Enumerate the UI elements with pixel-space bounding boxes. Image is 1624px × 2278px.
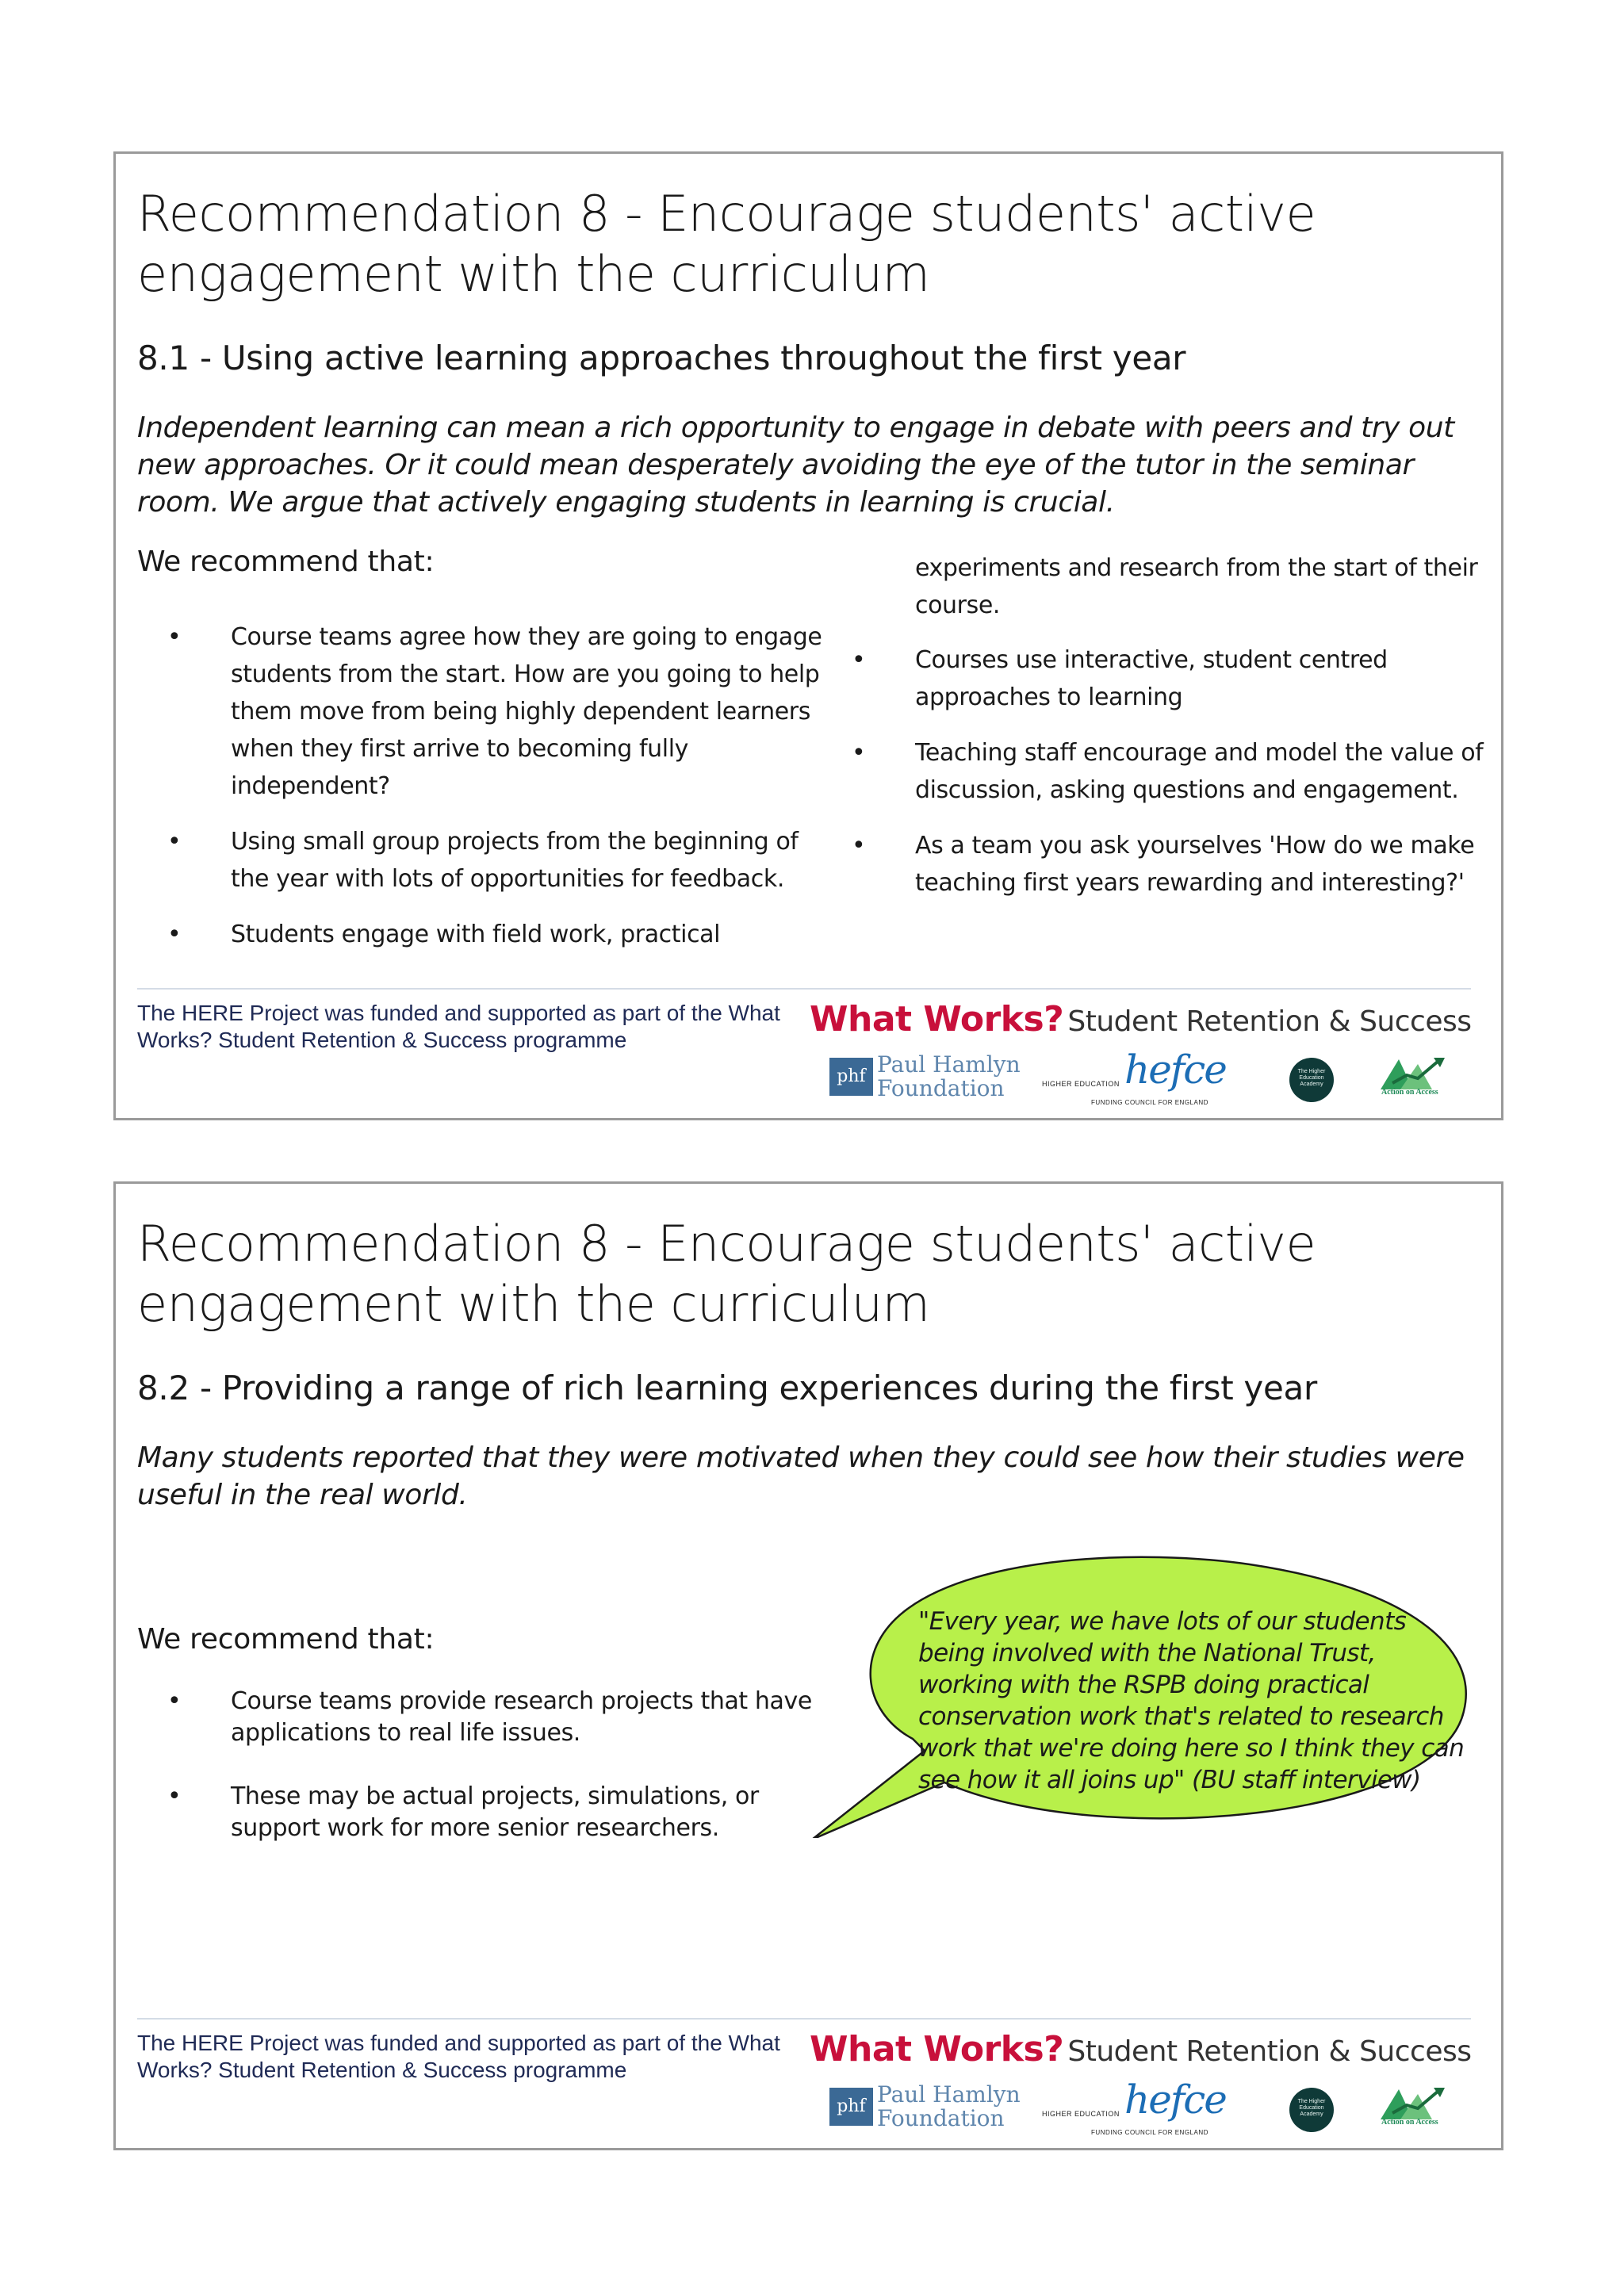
slide-8-2 [113,1181,1503,2150]
hefce-logo-right-text: FUNDING COUNCIL FOR ENGLAND [1091,2129,1208,2136]
bullet-icon: • [167,921,182,948]
hefce-logo-left-text: HIGHER EDUCATION [1042,2110,1120,2118]
bullet-continuation: experiments and research from the start of their course. [915,554,1478,619]
hefce-logo-icon: hefce [1124,1047,1226,1093]
bullet-icon: • [852,739,866,767]
action-on-access-logo-icon [1377,1056,1496,1105]
speech-bubble-quote: "Every year, we have lots of our students being involved with the National Trust, working with the RSPB doing practical conservation work that's related to research work that we're doing here so I think they can see how it all joins up" (BU staff interview) [918,1607,1465,1794]
slide-subtitle: 8.1 - Using active learning approaches throughout the first year [137,339,1186,377]
partner-logos [829,1047,1488,1115]
what-works-logo [810,999,1472,1039]
bullet-icon: • [167,623,182,651]
list-item: • Course teams provide research projects that have applications to real life issues. [167,1687,812,1747]
footer-funding-text: The HERE Project was funded and supported as part of the What Works? Student Retention & Success programme [137,1001,780,1052]
phf-logo-name: Paul Hamlyn Foundation [877,2081,1021,2131]
bullet-icon: • [852,832,866,860]
hea-logo-icon: The Higher Education Academy [1289,1058,1334,1102]
footer-divider [137,988,1471,990]
slide-intro: Many students reported that they were motivated when they could see how their studies were useful in the real world. [137,1441,1465,1511]
recommend-heading: We recommend that: [137,546,435,578]
bullet-icon: • [167,1782,182,1810]
bullet-list-right [822,641,1503,920]
what-works-tagline: Student Retention & Success [1067,2035,1472,2068]
footer-divider [137,2018,1471,2020]
slide-subtitle: 8.2 - Providing a range of rich learning experiences during the first year [137,1369,1317,1407]
list-item: • As a team you ask yourselves 'How do we make teaching first years rewarding and interesting?' [822,827,1503,902]
list-item: • Courses use interactive, student centred approaches to learning [822,641,1503,716]
slide-title: Recommendation 8 - Encourage students' active engagement with the curriculum [137,185,1316,303]
slide-title: Recommendation 8 - Encourage students' active engagement with the curriculum [137,1215,1316,1333]
phf-logo-icon: phf [829,2088,873,2126]
what-works-tagline: Student Retention & Success [1067,1005,1472,1038]
bullet-icon: • [167,1687,182,1715]
list-item: • These may be actual projects, simulations, or support work for more senior researchers. [167,1782,759,1842]
slide-8-1 [113,151,1503,1120]
hea-logo-icon: The Higher Education Academy [1289,2088,1334,2132]
partner-logos [829,2077,1488,2145]
phf-logo-name: Paul Hamlyn Foundation [877,1051,1021,1101]
bullet-icon: • [852,646,866,674]
list-item: • Using small group projects from the beginning of the year with lots of opportunities for feedback. [137,823,835,898]
list-item: • Teaching staff encourage and model the value of discussion, asking questions and engagement. [822,734,1503,809]
hefce-logo-icon: hefce [1124,2077,1226,2123]
recommend-heading: We recommend that: [137,1623,435,1656]
bullet-icon: • [167,828,182,856]
hefce-logo-right-text: FUNDING COUNCIL FOR ENGLAND [1091,1099,1208,1106]
action-on-access-logo-icon [1377,2086,1496,2135]
hefce-logo-left-text: HIGHER EDUCATION [1042,1080,1120,1088]
bullet-list-left [137,618,835,971]
list-item: • Course teams agree how they are going to engage students from the start. How are you going to help them move from being highly dependent learners when they first arrive to becoming fully independent? [137,618,835,805]
what-works-brand: What Works? [810,2029,1064,2069]
footer-funding-text: The HERE Project was funded and supported as part of the What Works? Student Retention & Success programme [137,2031,780,2082]
phf-logo-icon: phf [829,1058,873,1096]
list-item: • Students engage with field work, practical [137,916,835,953]
action-on-access-label: Action on Access [1381,1088,1438,1097]
action-on-access-label: Action on Access [1381,2118,1438,2127]
what-works-brand: What Works? [810,999,1064,1039]
slide-intro: Independent learning can mean a rich opportunity to engage in debate with peers and try out new approaches. Or it could mean desperately avoiding the eye of the tutor in the seminar room. We argue that actively engaging students in learning is crucial. [137,412,1454,519]
bullet-list [137,1686,835,1863]
what-works-logo [810,2029,1472,2069]
